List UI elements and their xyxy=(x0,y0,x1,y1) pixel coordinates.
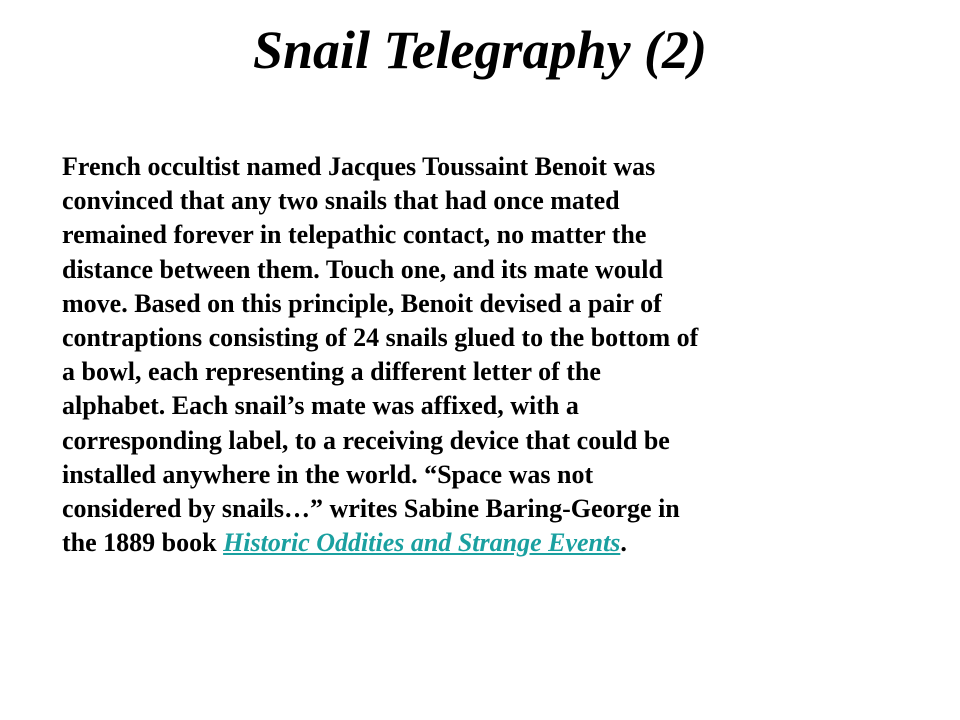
body-line: installed anywhere in the world. “Space was not xyxy=(62,459,594,489)
body-line: corresponding label, to a receiving device that could be xyxy=(62,425,670,455)
body-line: convinced that any two snails that had once mated xyxy=(62,186,620,216)
body-line: remained forever in telepathic contact, no matter the xyxy=(62,220,647,250)
last-line-suffix: . xyxy=(620,528,627,558)
body-line-last xyxy=(62,526,910,560)
body-line: contraptions consisting of 24 snails glued to the bottom of xyxy=(62,323,699,353)
slide-title: Snail Telegraphy (2) xyxy=(252,20,708,80)
body-line: alphabet. Each snail’s mate was affixed, with a xyxy=(62,391,579,421)
last-line-prefix: the 1889 book xyxy=(62,528,224,558)
body-line: a bowl, each representing a different letter of the xyxy=(62,357,601,387)
body-line: distance between them. Touch one, and its mate would xyxy=(62,254,663,284)
body-line: considered by snails…” writes Sabine Baring-George in xyxy=(62,494,680,524)
body-line: French occultist named Jacques Toussaint Benoit was xyxy=(62,152,656,181)
book-title-link[interactable]: Historic Oddities and Strange Events xyxy=(223,528,621,558)
body-line: move. Based on this principle, Benoit devised a pair of xyxy=(62,288,662,318)
body-paragraph xyxy=(62,150,910,560)
